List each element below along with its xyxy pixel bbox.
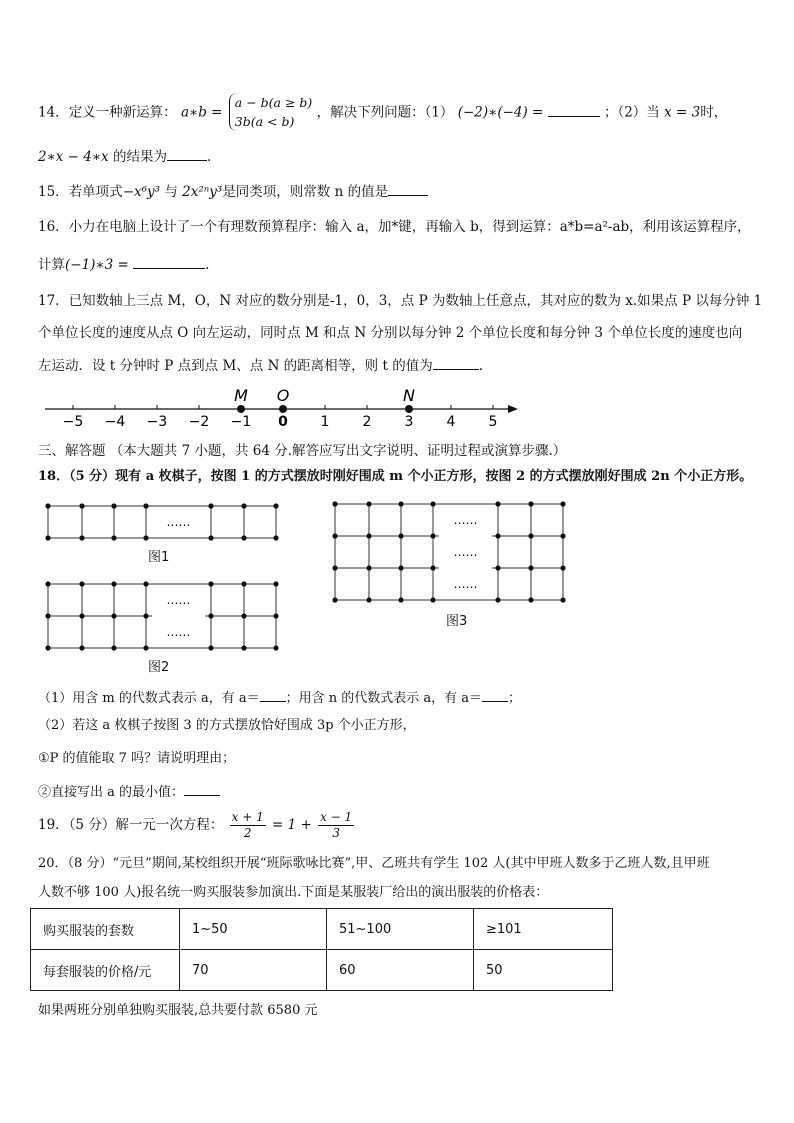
table-cell: 每套服装的价格/元: [31, 950, 180, 991]
point-label-n: N: [403, 386, 415, 405]
ellipsis: ……: [166, 625, 191, 639]
q16-number: 16．: [38, 219, 69, 235]
q19-lhs-fraction: [230, 810, 266, 841]
chess-piece-dot: [143, 581, 148, 586]
q15-text3: 是同类项，则常数 n 的值是: [222, 184, 389, 200]
figure-3-label: 图3: [446, 614, 468, 629]
q20-number: 20．: [38, 856, 68, 871]
q14-text4: 时，: [700, 104, 728, 121]
point-label-o: O: [276, 386, 290, 405]
chess-piece-dot: [560, 533, 565, 538]
chess-piece-dot: [208, 503, 213, 508]
table-cell: ≥101: [474, 909, 613, 950]
figure-1-grid: [40, 498, 285, 542]
q14-line1: [38, 94, 727, 132]
ellipsis: ……: [166, 593, 191, 607]
table-row: [31, 950, 613, 991]
chess-piece-dot: [332, 501, 337, 506]
table-cell: 1~50: [180, 909, 327, 950]
q16-end: .: [205, 257, 210, 273]
q18-sub2-1-text: ①P 的值能取 7 吗？请说明理由；: [38, 751, 236, 766]
chess-piece-dot: [208, 535, 213, 540]
chess-piece-dot: [495, 597, 500, 602]
q15-mono1: −x⁶y³: [122, 184, 161, 200]
q14-end: .: [206, 149, 212, 165]
q18-number: 18．: [38, 469, 70, 484]
chess-piece-dot: [273, 645, 278, 650]
q17-text2: 个单位长度的速度从点 O 向左运动，同时点 M 和点 N 分别以每分钟 2 个单位长度和每分钟 3 个单位长度的速度也向: [38, 325, 743, 341]
chess-piece-dot: [79, 535, 84, 540]
chess-piece-dot: [495, 501, 500, 506]
q14-text3: ；（2）当: [603, 104, 660, 121]
ellipsis: ……: [166, 515, 191, 529]
tick-label: −1: [230, 414, 252, 430]
tick-label: 2: [362, 414, 372, 430]
table-row: [31, 909, 613, 950]
q15-text1: 若单项式: [68, 184, 123, 200]
chess-piece-dot: [366, 565, 371, 570]
figure-2-grid: [40, 576, 285, 652]
chess-piece-dot: [45, 535, 50, 540]
chess-piece-dot: [79, 613, 84, 618]
q17-line2: [38, 324, 742, 342]
q15-blank[interactable]: [388, 181, 428, 196]
chess-piece-dot: [398, 565, 403, 570]
q18-sub1: [38, 687, 521, 708]
q14-blank2[interactable]: [167, 146, 207, 161]
q18-sub2-2-text: ②直接写出 a 的最小值：: [38, 785, 185, 800]
q15-number: 15．: [38, 184, 69, 200]
chess-piece-dot: [241, 503, 246, 508]
q14-cond: x = 3: [664, 104, 701, 121]
chess-piece-dot: [273, 581, 278, 586]
q20-line2: [38, 884, 548, 902]
chess-piece-dot: [111, 613, 116, 618]
section3-heading: [38, 442, 566, 460]
chess-piece-dot: [79, 581, 84, 586]
q18-blank1[interactable]: [260, 687, 286, 702]
tick-label: −5: [62, 414, 84, 430]
ellipsis: ……: [453, 545, 478, 559]
number-line: [40, 380, 530, 436]
tick-label: −4: [104, 414, 126, 430]
q14-blank1[interactable]: [548, 102, 600, 117]
q20-text2: 人数不够 100 人)报名统一购买服装参加演出.下面是某服装厂给出的演出服装的价格表：: [38, 885, 549, 900]
q19-lhs-den: 2: [243, 826, 252, 840]
chess-piece-dot: [273, 613, 278, 618]
ellipsis: ……: [453, 513, 478, 527]
chess-piece-dot: [111, 503, 116, 508]
q20-text1: “元旦”期间,某校组织开展“班际歌咏比赛”,甲、乙班共有学生 102 人(其中甲班人数多于乙班人数,且甲班: [112, 856, 710, 871]
q19-number: 19．: [38, 817, 69, 833]
q18-sub2: [38, 717, 416, 735]
ellipsis: ……: [453, 577, 478, 591]
q14-case1: a − b(a ≥ b): [234, 95, 313, 110]
point-o: [279, 405, 287, 413]
section3-title: 三、解答题: [38, 443, 106, 459]
q18-score: （5 分）: [69, 469, 116, 484]
q14-line2: [38, 146, 211, 166]
chess-piece-dot: [560, 597, 565, 602]
chess-piece-dot: [45, 613, 50, 618]
q15-text2: 与: [164, 184, 178, 200]
q14-number: 14．: [38, 104, 69, 121]
tick-label: −2: [188, 414, 210, 430]
chess-piece-dot: [366, 597, 371, 602]
q14-case2: 3b(a < b): [234, 114, 295, 129]
figure-3-grid: [327, 496, 572, 604]
chess-piece-dot: [560, 501, 565, 506]
q19-rhs-fraction: [318, 810, 354, 841]
chess-piece-dot: [528, 597, 533, 602]
chess-piece-dot: [79, 503, 84, 508]
chess-piece-dot: [273, 503, 278, 508]
q18-sub1-end: ；: [508, 691, 522, 706]
q16-line2: [38, 254, 209, 274]
tick-label: 4: [446, 414, 456, 430]
tick-label: 3: [404, 414, 414, 430]
q19-line: [38, 807, 356, 843]
q14-text2: ，解决下列问题：（1）: [316, 104, 454, 121]
chess-piece-dot: [430, 533, 435, 538]
chess-piece-dot: [111, 581, 116, 586]
chess-piece-dot: [273, 535, 278, 540]
point-m: [237, 405, 245, 413]
chess-piece-dot: [332, 533, 337, 538]
q19-rhs-den: 3: [332, 826, 340, 840]
q16-text2: 计算: [38, 257, 65, 273]
price-table: [30, 908, 613, 991]
chess-piece-dot: [332, 597, 337, 602]
q14-text1: 定义一种新运算：: [68, 104, 177, 121]
figure-1-label: 图1: [148, 550, 170, 565]
chess-piece-dot: [143, 613, 148, 618]
q15-line: [38, 181, 428, 201]
chess-piece-dot: [241, 535, 246, 540]
q20-line3: [38, 1002, 317, 1020]
chess-piece-dot: [241, 613, 246, 618]
q18-sub2-2: [38, 781, 220, 802]
chess-piece-dot: [208, 613, 213, 618]
chess-piece-dot: [241, 645, 246, 650]
q20-text3: 如果两班分别单独购买服装,总共要付款 6580 元: [38, 1003, 318, 1018]
chess-piece-dot: [528, 565, 533, 570]
table-cell: 70: [180, 950, 327, 991]
q16-text1: 小力在电脑上设计了一个有理数预算程序：输入 a，加*键，再输入 b，得到运算：a*b=a²-ab，利用该运算程序，: [68, 219, 751, 235]
chess-piece-dot: [332, 565, 337, 570]
chess-piece-dot: [366, 501, 371, 506]
figure-2-label: 图2: [148, 660, 170, 675]
chess-piece-dot: [143, 503, 148, 508]
q18-line: [38, 468, 752, 486]
chess-piece-dot: [208, 581, 213, 586]
chess-piece-dot: [143, 645, 148, 650]
q14-text5: 的结果为: [112, 149, 167, 165]
tick-label: 0: [278, 414, 288, 430]
chess-piece-dot: [208, 645, 213, 650]
q14-piecewise: [229, 93, 313, 131]
q16-blank[interactable]: [133, 254, 205, 269]
q18-sub2-text: （2）若这 a 枚棋子按图 3 的方式摆放恰好围成 3p 个小正方形，: [38, 718, 416, 733]
q18-sub1-a: （1）用含 m 的代数式表示 a，有 a＝: [38, 691, 260, 706]
chess-piece-dot: [528, 501, 533, 506]
chess-piece-dot: [143, 535, 148, 540]
q20-score: （8 分）: [67, 856, 113, 871]
chess-piece-dot: [398, 501, 403, 506]
chess-piece-dot: [45, 645, 50, 650]
chess-piece-dot: [528, 533, 533, 538]
chess-piece-dot: [430, 565, 435, 570]
q19-score: （5 分）: [68, 817, 116, 833]
section3-desc: （本大题共 7 小题，共 64 分.解答应写出文字说明、证明过程或演算步骤.）: [109, 443, 567, 459]
chess-piece-dot: [79, 645, 84, 650]
q18-sub2-1: [38, 750, 235, 768]
table-cell: 50: [474, 950, 613, 991]
chess-piece-dot: [111, 645, 116, 650]
chess-piece-dot: [430, 597, 435, 602]
q20-line1: [38, 855, 710, 873]
q17-text3: 左运动．设 t 分钟时 P 点到点 M、点 N 的距离相等，则 t 的值为: [38, 358, 433, 374]
q16-expr: (−1)∗3 =: [65, 257, 129, 273]
q19-eq: = 1 +: [272, 817, 312, 833]
q17-text1: 已知数轴上三点 M，O，N 对应的数分别是-1，0，3，点 P 为数轴上任意点，其对应的数为 x.如果点 P 以每分钟 1: [68, 293, 763, 309]
q17-line3: [38, 355, 483, 375]
chess-piece-dot: [560, 565, 565, 570]
q14-expr1: (−2)∗(−4) =: [457, 104, 544, 121]
chess-piece-dot: [495, 533, 500, 538]
chess-piece-dot: [241, 581, 246, 586]
chess-piece-dot: [430, 501, 435, 506]
axis-arrow: [508, 405, 518, 413]
chess-piece-dot: [398, 533, 403, 538]
q14-op: a∗b =: [180, 104, 223, 121]
q15-mono2: 2x²ⁿy³: [182, 184, 223, 200]
table-cell: 购买服装的套数: [31, 909, 180, 950]
tick-label: −3: [146, 414, 168, 430]
chess-piece-dot: [398, 597, 403, 602]
q19-rhs-num: x − 1: [320, 810, 353, 824]
q17-blank[interactable]: [433, 355, 479, 370]
q19-text: 解一元一次方程：: [115, 817, 224, 833]
chess-piece-dot: [111, 535, 116, 540]
chess-piece-dot: [45, 503, 50, 508]
tick-label: 5: [488, 414, 498, 430]
q17-line1: [38, 292, 762, 310]
q18-sub1-b: ；用含 n 的代数式表示 a，有 a＝: [285, 691, 483, 706]
q18-blank2[interactable]: [482, 687, 508, 702]
q17-number: 17．: [38, 293, 69, 309]
chess-piece-dot: [45, 581, 50, 586]
q18-text: 现有 a 枚棋子，按图 1 的方式摆放时刚好围成 m 个小正方形，按图 2 的方式摆放刚好围成 2n 个小正方形。: [115, 469, 753, 484]
table-cell: 51~100: [327, 909, 474, 950]
q16-line1: [38, 218, 751, 236]
point-n: [405, 405, 413, 413]
point-label-m: M: [234, 386, 248, 405]
q18-blank3[interactable]: [184, 781, 220, 796]
tick-label: 1: [320, 414, 330, 430]
chess-piece-dot: [495, 565, 500, 570]
q14-expr2: 2∗x − 4∗x: [38, 149, 109, 165]
q19-lhs-num: x + 1: [231, 810, 264, 824]
table-cell: 60: [327, 950, 474, 991]
q17-end: .: [478, 358, 483, 374]
chess-piece-dot: [366, 533, 371, 538]
